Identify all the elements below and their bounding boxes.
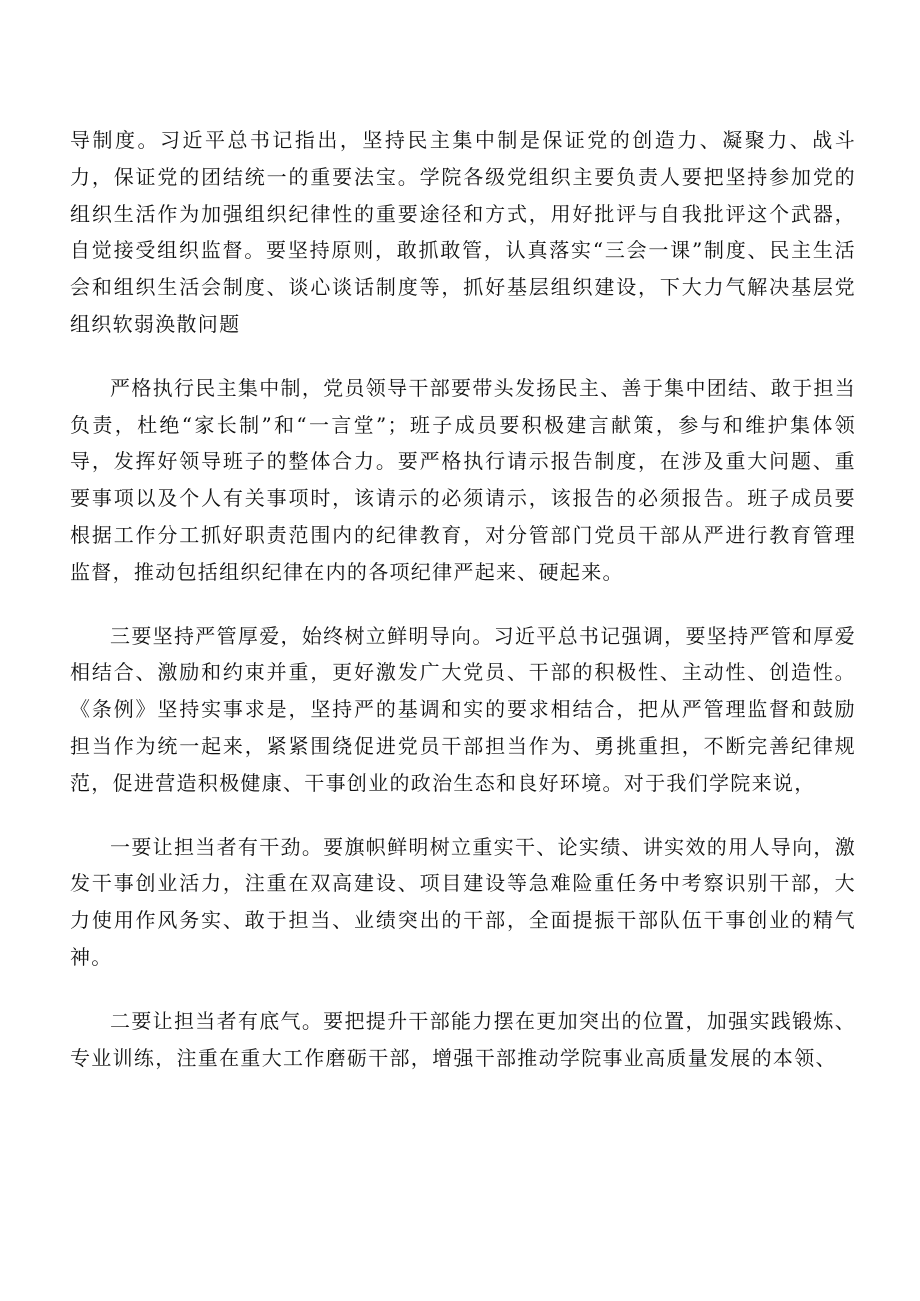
paragraph: 三要坚持严管厚爱，始终树立鲜明导向。习近平总书记强调，要坚持严管和厚爱相结合、激励和约束并重，更好激发广大党员、干部的积极性、主动性、创造性。《条例》坚持实事求是，坚持严的基调和实的要求相结合，把从严管理监督和鼓励担当作为统一起来，紧紧围绕促进党员干部担当作为、勇挑重担，不断完善纪律规范，促进营造积极健康、干事创业的政治生态和良好环境。对于我们学院来说， — [70, 623, 856, 795]
paragraph: 严格执行民主集中制，党员领导干部要带头发扬民主、善于集中团结、敢于担当负责，杜绝“家长制”和“一言堂”；班子成员要积极建言献策，参与和维护集体领导，发挥好领导班子的整体合力。要严格执行请示报告制度，在涉及重大问题、重要事项以及个人有关事项时，该请示的必须请示，该报告的必须报告。班子成员要根据工作分工抓好职责范围内的纪律教育，对分管部门党员干部从严进行教育管理监督，推动包括组织纪律在内的各项纪律严起来、硬起来。 — [70, 375, 856, 584]
document-body — [70, 122, 856, 1103]
paragraph: 导制度。习近平总书记指出，坚持民主集中制是保证党的创造力、凝聚力、战斗力，保证党的团结统一的重要法宝。学院各级党组织主要负责人要把坚持参加党的组织生活作为加强组织纪律性的重要途径和方式，用好批评与自我批评这个武器，自觉接受组织监督。要坚持原则，敢抓敢管，认真落实“三会一课”制度、民主生活会和组织生活会制度、谈心谈话制度等，抓好基层组织建设，下大力气解决基层党组织软弱涣散问题 — [70, 128, 856, 336]
paragraph: 二要让担当者有底气。要把提升干部能力摆在更加突出的位置，加强实践锻炼、专业训练，注重在重大工作磨砺干部，增强干部推动学院事业高质量发展的本领、 — [70, 1008, 856, 1070]
paragraph: 一要让担当者有干劲。要旗帜鲜明树立重实干、论实绩、讲实效的用人导向，激发干事创业活力，注重在双高建设、项目建设等急难险重任务中考察识别干部，大力使用作风务实、敢于担当、业绩突出的干部，全面提振干部队伍干事创业的精气神。 — [70, 834, 856, 969]
